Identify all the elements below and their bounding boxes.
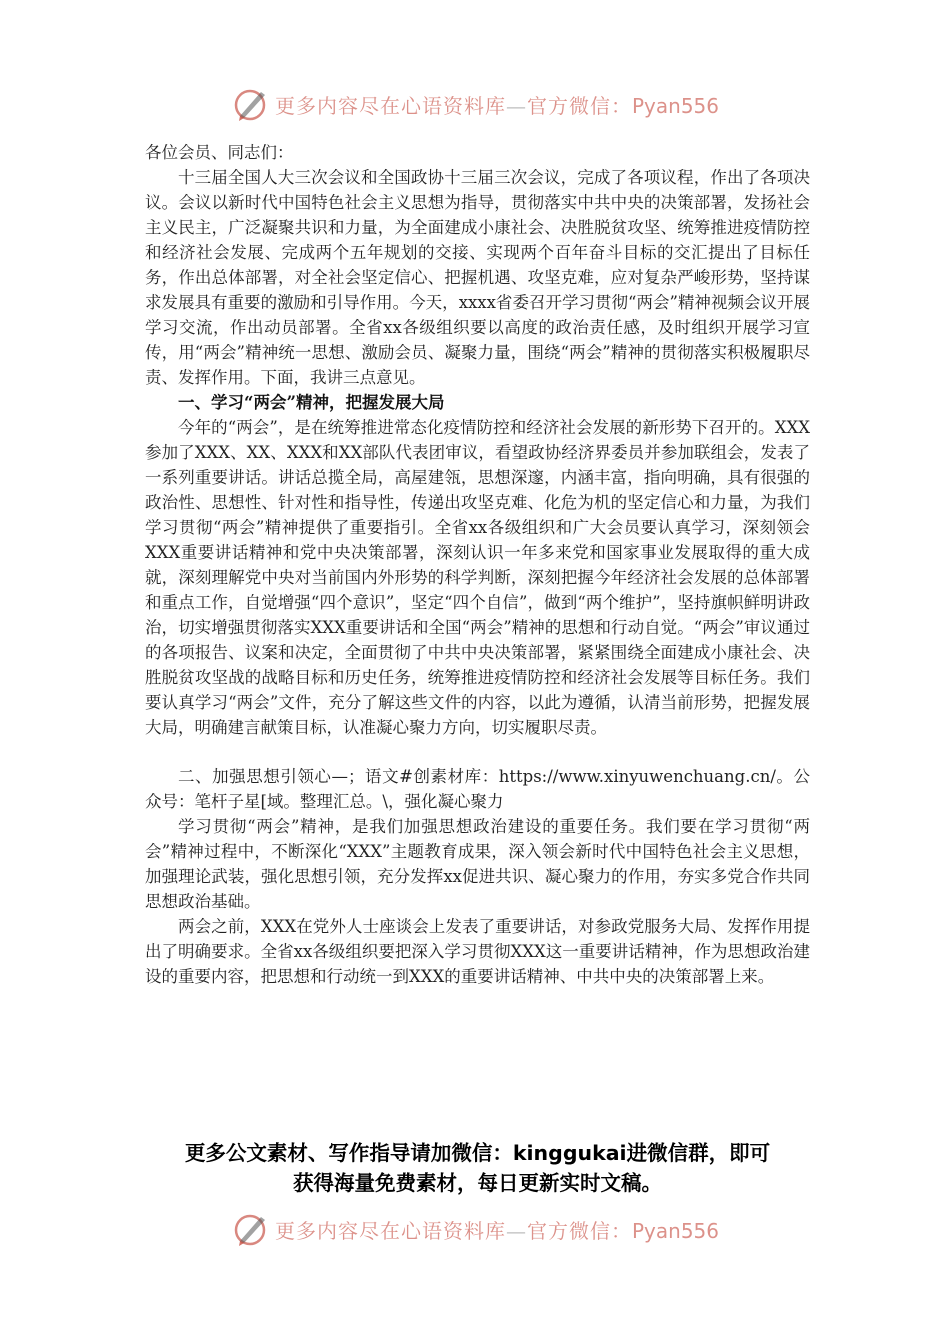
section-heading-2: 二、加强思想引领心—；语文#创素材库：https://www.xinyuwenchuang.cn/。公众号：笔杆子星[域。整理汇总。\，强化凝心聚力 [145, 767, 810, 811]
section2-paragraph-1: 学习贯彻“两会”精神，是我们加强思想政治建设的重要任务。我们要在学习贯彻“两会”精神过程中，不断深化“XXX”主题教育成果，深入领会新时代中国特色社会主义思想，加强理论武装，强化思想引领，充分发挥xx促进共识、凝心聚力的作用，夯实多党合作共同思想政治基础。 [145, 817, 810, 911]
section-heading-1: 一、学习“两会”精神，把握发展大局 [178, 393, 445, 412]
section1-paragraph: 今年的“两会”，是在统筹推进常态化疫情防控和经济社会发展的新形势下召开的。XXX参加了XXX、XX、XXX和XX部队代表团审议，看望政协经济界委员并参加联组会，发表了一系列重要讲话。讲话总揽全局，高屋建瓴，思想深邃，内涵丰富，指向明确，具有很强的政治性、思想性、针对性和指导性，传递出攻坚克难、化危为机的坚定信心和力量，为我们学习贯彻“两会”精神提供了重要指引。全省xx各级组织和广大会员要认真学习，深刻领会XXX重要讲话精神和党中央决策部署，深刻认识一年多来党和国家事业发展取得的重大成就，深刻理解党中央对当前国内外形势的科学判断，深刻把握今年经济社会发展的总体部署和重点工作，自觉增强“四个意识”，坚定“四个自信”，做到“两个维护”，坚持旗帜鲜明讲政治，切实增强贯彻落实XXX重要讲话和全国“两会”精神的思想和行动自觉。“两会”审议通过的各项报告、议案和决定，全面贯彻了中共中央决策部署，紧紧围绕全面建成小康社会、决胜脱贫攻坚战的战略目标和历史任务，统筹推进疫情防控和经济社会发展等目标任务。我们要认真学习“两会”文件，充分了解这些文件的内容，以此为遵循，认清当前形势，把握发展大局，明确建言献策目标，认准凝心聚力方向，切实履职尽责。 [145, 418, 810, 737]
watermark-text: 更多内容尽在心语资料库—官方微信：Pyan556 [274, 93, 719, 118]
pen-logo-icon [231, 84, 271, 124]
watermark-text: 更多内容尽在心语资料库—官方微信：Pyan556 [274, 1218, 719, 1243]
section2-paragraph-2: 两会之前，XXX在党外人士座谈会上发表了重要讲话，对参政党服务大局、发挥作用提出了明确要求。全省xx各级组织要把深入学习贯彻XXX这一重要讲话精神，作为思想政治建设的重要内容，把思想和行动统一到XXX的重要讲话精神、中共中央的决策部署上来。 [145, 917, 810, 986]
watermark-header [0, 82, 950, 126]
document-body [145, 140, 810, 989]
watermark-footer [0, 1207, 950, 1251]
promo-line-2: 获得海量免费素材，每日更新实时文稿。 [293, 1171, 662, 1195]
promo-line-1: 更多公文素材、写作指导请加微信：kinggukai进微信群，即可 [184, 1141, 771, 1165]
salutation: 各位会员、同志们： [145, 143, 294, 162]
pen-logo-icon [231, 1209, 271, 1249]
promo-notice [145, 1138, 810, 1198]
intro-paragraph: 十三届全国人大三次会议和全国政协十三届三次会议，完成了各项议程，作出了各项决议。会议以新时代中国特色社会主义思想为指导，贯彻落实中共中央的决策部署，发扬社会主义民主，广泛凝聚共识和力量，为全面建成小康社会、决胜脱贫攻坚、统筹推进疫情防控和经济社会发展、完成两个五年规划的交接、实现两个百年奋斗目标的交汇提出了目标任务，作出总体部署，对全社会坚定信心、把握机遇、攻坚克难，应对复杂严峻形势，坚持谋求发展具有重要的激励和引导作用。今天，xxxx省委召开学习贯彻“两会”精神视频会议开展学习交流，作出动员部署。全省xx各级组织要以高度的政治责任感，及时组织开展学习宣传，用“两会”精神统一思想、激励会员、凝聚力量，围绕“两会”精神的贯彻落实积极履职尽责、发挥作用。下面，我讲三点意见。 [145, 168, 810, 387]
